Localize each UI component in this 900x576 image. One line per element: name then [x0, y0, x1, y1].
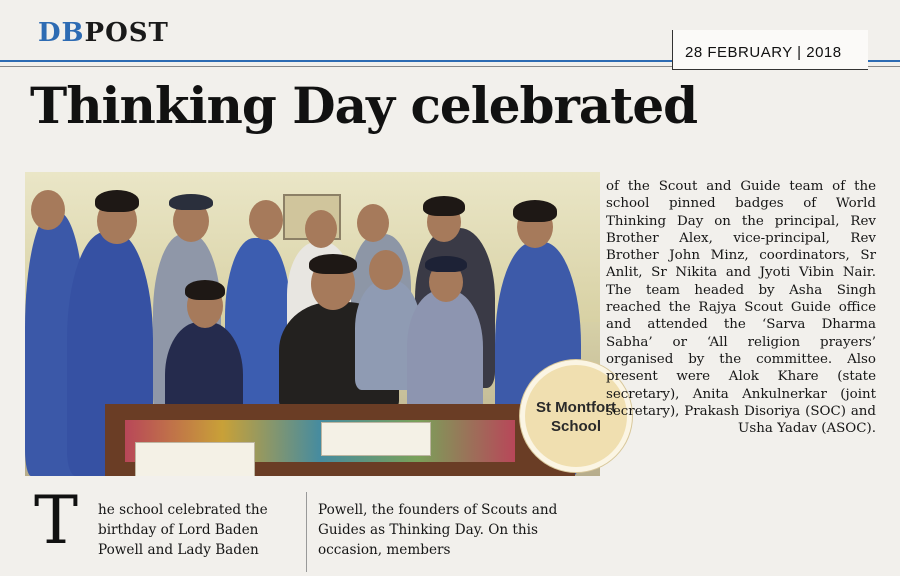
figure-head	[369, 250, 403, 290]
figure-head	[305, 210, 337, 248]
article-dropcap: T	[34, 482, 79, 559]
school-badge-line2: School	[550, 418, 601, 435]
figure-hair	[95, 190, 139, 212]
photo-register	[321, 422, 431, 456]
dateline: 28 FEBRUARY | 2018	[672, 30, 868, 70]
masthead-post: POST	[84, 18, 169, 48]
article-column-right	[606, 178, 876, 437]
headline: Thinking Day celebrated	[30, 76, 698, 135]
figure-hair	[513, 200, 557, 222]
column-divider	[306, 492, 307, 572]
figure-cap	[425, 256, 467, 272]
article-column-b: Powell, the founders of Scouts and Guides as Thinking Day. On this occasion, members	[318, 502, 558, 558]
figure-head	[357, 204, 389, 242]
figure-cap	[169, 194, 213, 210]
figure-child-3	[407, 290, 483, 420]
school-badge-line1: St Montfort	[536, 399, 616, 416]
masthead-db: DB	[38, 18, 85, 48]
figure-head	[249, 200, 283, 240]
photo-newspaper	[135, 442, 255, 476]
masthead-logo	[38, 18, 169, 48]
article-text-right: of the Scout and Guide team of the school pinned badges of World Thinking Day on the principal, Rev Brother Alex, vice-principal, Rev Brother John Minz, coordinators, Sr Anlit, Sr Nikita and Jyoti Vibin Nair. The team headed by Asha Singh reached the Rajya Scout Guide office and attended the ‘Sarva Dharma Sabha’ or ‘All religion prayers’ organised by the committee. Also present were Alok Khare (state secretary), Anita Ankulnerkar (joint secretary), Prakash Disoriya (SOC) and Usha Yadav (ASOC).	[606, 179, 876, 437]
article-column-a: he school celebrated the birthday of Lord Baden Powell and Lady Baden	[98, 502, 268, 558]
group-photo	[25, 172, 600, 476]
figure-hair	[423, 196, 465, 216]
figure-head	[31, 190, 65, 230]
figure-hair	[309, 254, 357, 274]
figure-hair	[185, 280, 225, 300]
